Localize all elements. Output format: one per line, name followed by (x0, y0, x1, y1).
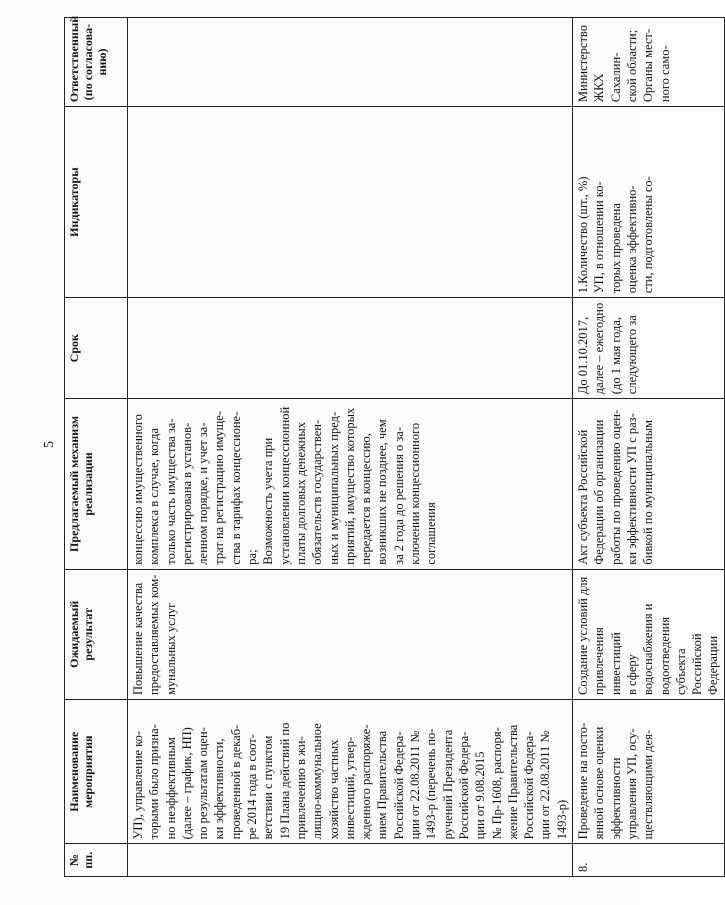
header-indicators: Индикаторы (65, 107, 128, 298)
cell-name: Проведение на посто- янной основе оценки эффективности управления УП, осу- ществляющими дея- (573, 700, 725, 844)
cell-indicators: 1.Количество (шт., %) УП, в отношении ко- торых проведена оценка эффективно- сти, подготовлены со- (573, 107, 725, 298)
cell-deadline: До 01.10.2017, далее – ежегодно (до 1 мая года, следующего за (573, 298, 725, 399)
table-row (573, 18, 725, 877)
cell-mechanism: концессию имущественного комплекса в случае, когда только часть имущества за- регистрирована в установ- ленном порядке, и учет за- трат на регистрацию имуще- ства в тарифах концессионе- ра; Возможность учета при установлении концессионной платы долговых денежных обязательств государствен- ных и муниципальных пред- приятий, имущество которых передается в концессию, возникших не позднее, чем за 2 года до решения о за- ключении концессионного соглашения (128, 399, 573, 569)
cell-responsible (128, 18, 573, 107)
rotated-table-wrapper (64, 15, 721, 877)
header-mechanism: Предлагаемый механизм реализации (65, 399, 128, 569)
cell-deadline (128, 298, 573, 399)
measures-table (64, 17, 725, 877)
table-header-row (65, 18, 128, 877)
cell-result: Повышение качества предоставляемых ком- мунальных услуг (128, 569, 573, 699)
cell-indicators (128, 107, 573, 298)
page-number: 5 (42, 441, 57, 448)
header-responsible: Ответственный (по согласова- нию) (65, 18, 128, 107)
header-name: Наименование мероприятия (65, 700, 128, 844)
cell-result: Создание условий для привлечения инвестиций в сферу водоснабжения и водоотведения субъекта Российской Федерации (573, 569, 725, 699)
table-row (128, 18, 573, 877)
cell-responsible: Министерство ЖКХ Сахалин- ской области; Органы мест- ного само- (573, 18, 725, 107)
cell-num (128, 844, 573, 877)
cell-name: УП), управление ко- торыми было призна- но неэффективным (далее – график, НП) по результатам оцен- ки эффективности, проведенной в декаб- ре 2014 года в соот- ветствии с пунктом 19 Плана действий по привлечению в жи- лищно-коммунальное хозяйство частных инвестиций, утвер- жденного распоряже- нием Правительства Российской Федера- ции от 22.08.2011 № 1493-р (перечень по- ручений Президента Российской Федера- ции от 9.08.2015 № Пр-1608, распоря- жение Правительства Российской Федера- ции от 22.08.2011 № 1493-р) (128, 700, 573, 844)
header-num: № пп. (65, 844, 128, 877)
cell-mechanism: Акт субъекта Российской Федерации об организации работы по проведению оцен- ки эффективности УП с раз- бивкой по муниципальным (573, 399, 725, 569)
header-result: Ожидаемый результат (65, 569, 128, 699)
header-deadline: Срок (65, 298, 128, 399)
cell-num: 8. (573, 844, 725, 877)
